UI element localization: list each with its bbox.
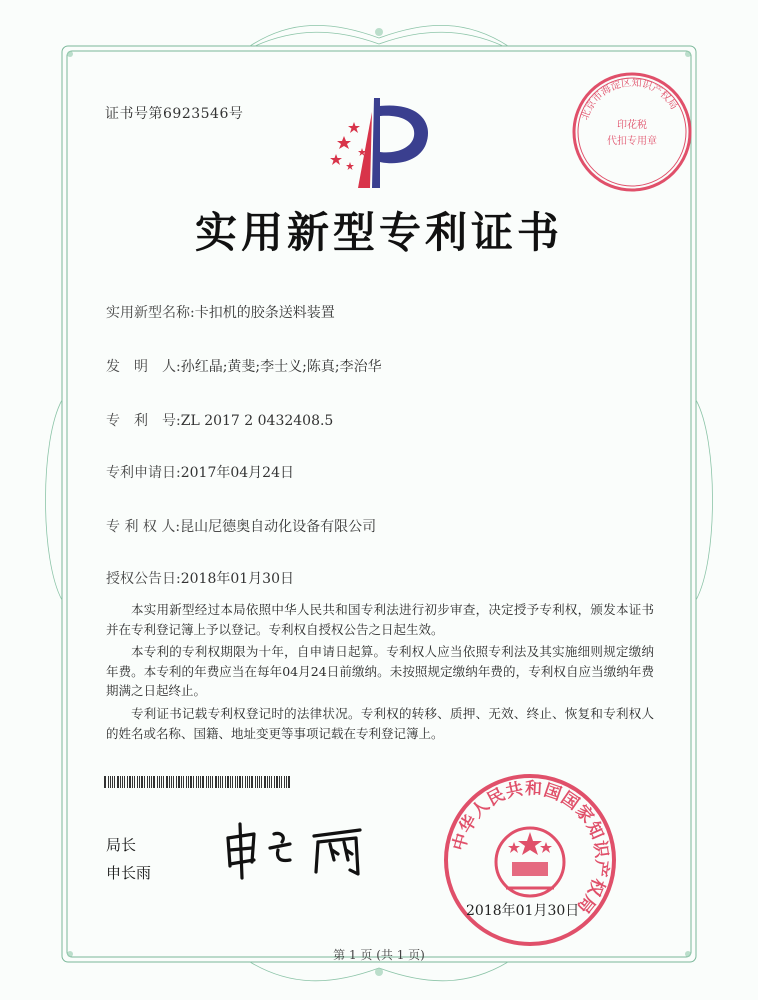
field-value: 孙红晶;黄斐;李士义;陈真;李治华 [180, 359, 382, 375]
issue-date: 2018年01月30日 [466, 903, 580, 919]
handwritten-signature [220, 820, 380, 882]
field-value: 昆山尼德奥自动化设备有限公司 [180, 519, 377, 535]
signatory-title: 局长 [106, 836, 137, 854]
field-label: 授权公告日: [106, 571, 181, 587]
field-label: 发 明 人: [106, 359, 181, 375]
sipo-logo-icon [322, 92, 438, 192]
field-value: 2017年04月24日 [180, 465, 294, 481]
field-patentee [106, 516, 376, 536]
certificate-title: 实用新型专利证书 [194, 208, 563, 257]
field-grant-date [106, 568, 294, 588]
field-value: 2018年01月30日 [180, 571, 294, 587]
field-label: 实用新型名称: [106, 305, 195, 321]
body-paragraph-1: 本实用新型经过本局依照中华人民共和国专利法进行初步审查，决定授予专利权，颁发本证书并在专利登记簿上予以登记。专利权自授权公告之日起生效。 [106, 602, 654, 637]
tax-seal-stamp [568, 68, 696, 196]
official-seal-ring-text: 中华人民共和国国家知识产权局 [449, 778, 612, 918]
field-label: 专利申请日: [106, 465, 181, 481]
field-label: 专 利 权 人: [106, 519, 181, 535]
signatory-name: 申长雨 [106, 864, 152, 882]
field-patent-number [106, 410, 333, 430]
body-paragraph-3: 专利证书记载专利权登记时的法律状况。专利权的转移、质押、无效、终止、恢复和专利权人的姓名或名称、国籍、地址变更等事项记载在专利登记簿上。 [106, 706, 654, 741]
official-seal-stamp [440, 770, 620, 950]
body-paragraph-2: 本专利的专利权期限为十年，自申请日起算。专利权人应当依照专利法及其实施细则规定缴纳年费。本专利的年费应当在每年04月24日前缴纳。未按照规定缴纳年费的，专利权自应当缴纳年费期满之日起终止。 [106, 644, 654, 698]
barcode-icon [104, 776, 292, 788]
field-value: ZL 2017 2 0432408.5 [180, 413, 334, 429]
page-footer: 第 1 页 (共 1 页) [333, 948, 425, 962]
field-utility-model-name [106, 302, 335, 322]
tax-seal-line-1: 印花税 [617, 120, 647, 131]
certificate-number: 证书号第6923546号 [105, 106, 244, 122]
field-application-date [106, 462, 294, 482]
field-value: 卡扣机的胶条送料装置 [194, 305, 335, 321]
field-label: 专 利 号: [106, 413, 181, 429]
field-inventors [106, 356, 382, 376]
tax-seal-ring-text: 北京市海淀区知识产权局 [579, 77, 680, 122]
tax-seal-line-2: 代扣专用章 [607, 136, 657, 147]
national-emblem-icon [496, 828, 564, 896]
